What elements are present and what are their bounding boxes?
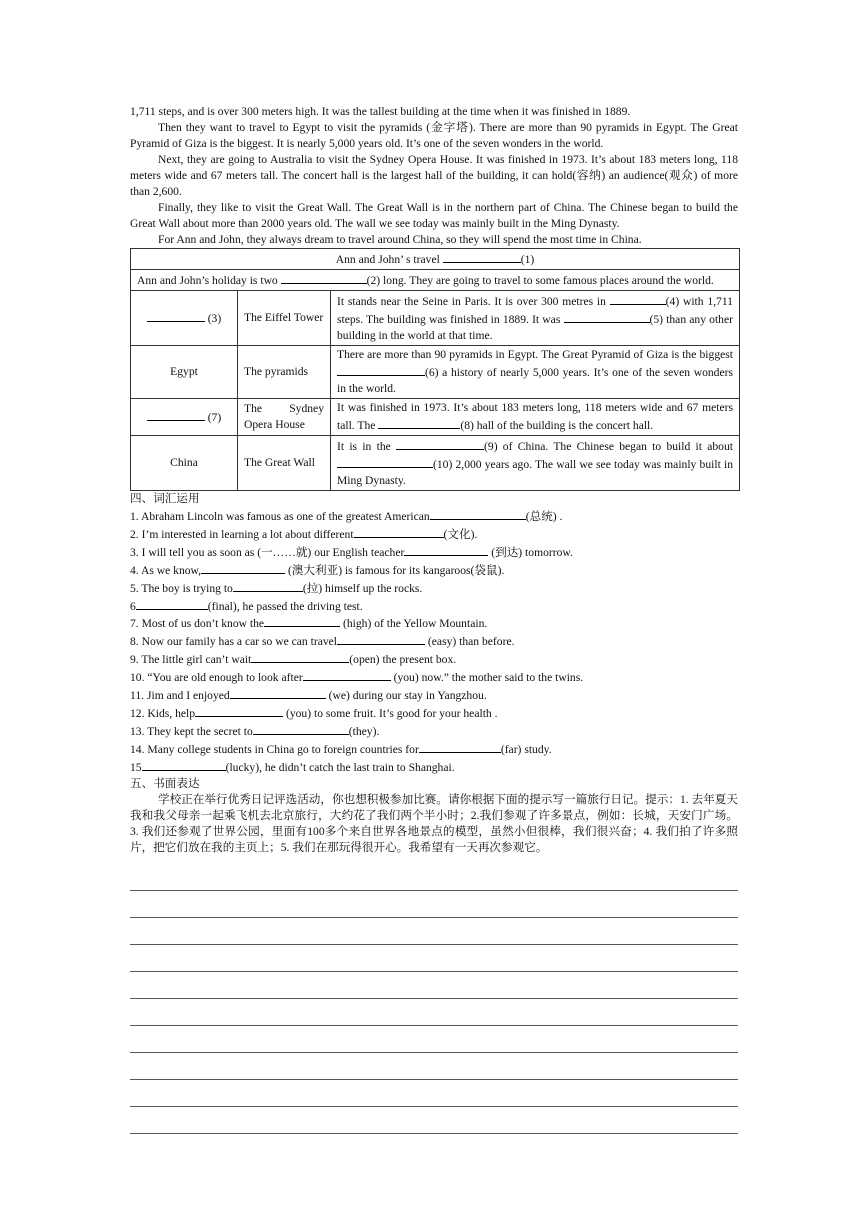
question-text: 9. The little girl can’t wait	[130, 653, 252, 667]
answer-blank-9[interactable]	[396, 437, 484, 450]
answer-blank-4[interactable]	[610, 292, 666, 305]
question-text: 3. I will tell you as soon as (一……就) our English teacher	[130, 545, 405, 559]
table-row	[131, 291, 740, 346]
question-text: 15	[130, 760, 142, 774]
list-item	[130, 507, 738, 525]
question-text: 4. As we know,	[130, 563, 202, 577]
answer-blank[interactable]	[303, 668, 391, 681]
cell-text: (5) than any other building in the world at that time.	[337, 313, 733, 342]
question-text: 2. I’m interested in learning a lot about different	[130, 527, 354, 541]
answer-blank-3[interactable]	[147, 309, 205, 322]
answer-blank[interactable]	[136, 597, 208, 610]
cell-text: Ann and John’s holiday is two	[137, 274, 278, 287]
answer-blank-2[interactable]	[281, 271, 367, 284]
table-title-cell	[131, 249, 740, 270]
list-item	[130, 543, 738, 561]
site-cell: The Eiffel Tower	[238, 291, 331, 346]
question-text: 13. They kept the secret to	[130, 724, 253, 738]
question-text: 14. Many college students in China go to foreign countries for	[130, 742, 419, 756]
list-item	[130, 704, 738, 722]
site-cell: The pyramids	[238, 346, 331, 399]
cell-text: It was finished in 1973. It’s about 183 meters long, 118 meters wide and 67 meters tall. The	[337, 401, 733, 432]
writing-prompt: 学校正在举行优秀日记评选活动，你也想积极参加比赛。请你根据下面的提示写一篇旅行日记。提示：1. 去年夏天我和我父母亲一起乘飞机去北京旅行，大约花了我们两个半小时；2.我们参观了许多景点，例如：长城，天安门广场。3. 我们还参观了世界公园，里面有100多个来自世界各地景点的模型，虽然小但很棒，我们很兴奋；4. 我们拍了许多照片，把它们放在我的主页上；5. 我们在那玩得很开心。我希望有一天再次参观它。	[130, 792, 738, 854]
question-text: 8. Now our family has a car so we can travel	[130, 635, 338, 649]
reading-paragraph-4: Finally, they like to visit the Great Wall. The Great Wall is in the northern part of China. The Chinese began to build the Great Wall about more than 2000 years old. The wall we see today was mainly built in the Ming Dynasty.	[130, 201, 738, 230]
place-cell	[131, 291, 238, 346]
answer-blank-7[interactable]	[147, 408, 205, 421]
answer-blank[interactable]	[419, 740, 501, 753]
question-text: 1. Abraham Lincoln was famous as one of the greatest American	[130, 510, 430, 523]
blank-number: (7)	[207, 411, 222, 424]
site-cell: The Great Wall	[238, 436, 331, 491]
question-hint: (easy) than before.	[425, 635, 515, 649]
table-row	[131, 270, 740, 291]
question-hint: (总统) .	[525, 510, 563, 523]
description-cell	[331, 436, 740, 491]
question-hint: (they).	[348, 724, 380, 738]
question-hint: (you) now.” the mother said to the twins.	[390, 671, 584, 685]
question-hint: (拉) himself up the rocks.	[302, 581, 423, 595]
cell-text: (8) hall of the building is the concert hall.	[460, 419, 654, 432]
question-text: 6	[130, 599, 136, 613]
holiday-cell	[131, 270, 740, 291]
writing-line[interactable]	[130, 891, 738, 918]
writing-line[interactable]	[130, 945, 738, 972]
question-text: 10. “You are old enough to look after	[130, 671, 303, 685]
cell-text: (9) of China. The Chinese began to build it about	[484, 440, 733, 453]
travel-table	[130, 248, 740, 491]
answer-blank-1[interactable]	[443, 250, 521, 263]
table-row	[131, 399, 740, 436]
reading-paragraph-2: Then they want to travel to Egypt to visit the pyramids (金字塔). There are more than 90 pyramids in Egypt. The Great Pyramid of Giza is the biggest. It is nearly 5,000 years old. It’s one of the seven wonders in the world.	[130, 121, 738, 150]
worksheet-page	[130, 104, 738, 1134]
list-item	[130, 614, 738, 632]
answer-blank[interactable]	[201, 561, 285, 574]
question-text: 11. Jim and I enjoyed	[130, 689, 230, 703]
place-cell	[131, 399, 238, 436]
answer-blank[interactable]	[404, 543, 488, 556]
writing-line[interactable]	[130, 999, 738, 1026]
answer-blank[interactable]	[251, 650, 349, 663]
list-item	[130, 722, 738, 740]
answer-blank[interactable]	[230, 686, 326, 699]
blank-number: (3)	[207, 312, 222, 325]
question-text: 7. Most of us don’t know the	[130, 617, 265, 631]
cell-text: There are more than 90 pyramids in Egypt. The Great Pyramid of Giza is the biggest	[337, 348, 733, 361]
site-cell: The Sydney Opera House	[238, 399, 331, 436]
writing-area[interactable]	[130, 864, 738, 1134]
list-item	[130, 686, 738, 704]
reading-paragraph-3: Next, they are going to Australia to visit the Sydney Opera House. It was finished in 1973. It’s about 183 meters long, 118 meters wide and 67 meters tall. The concert hall is the largest hall of the building, it can hold(容纳) an audience(观众) of more than 2,600.	[130, 153, 738, 198]
description-cell	[331, 346, 740, 399]
question-text: 5. The boy is trying to	[130, 581, 233, 595]
writing-line[interactable]	[130, 918, 738, 945]
answer-blank-8[interactable]	[378, 416, 460, 429]
vocab-heading: 四、词汇运用	[130, 492, 200, 505]
list-item	[130, 758, 738, 776]
list-item	[130, 525, 738, 543]
blank-number: (1)	[520, 253, 535, 266]
cell-text: (6) a history of nearly 5,000 years. It’s one of the seven wonders in the world.	[337, 366, 733, 395]
writing-line[interactable]	[130, 1080, 738, 1107]
answer-blank[interactable]	[233, 579, 303, 592]
question-hint: (lucky), he didn’t catch the last train to Shanghai.	[225, 760, 455, 774]
answer-blank-6[interactable]	[337, 363, 425, 376]
question-hint: (文化).	[443, 527, 478, 541]
table-row	[131, 346, 740, 399]
question-hint: (final), he passed the driving test.	[207, 599, 363, 613]
question-hint: (we) during our stay in Yangzhou.	[325, 689, 487, 703]
answer-blank[interactable]	[337, 632, 425, 645]
answer-blank[interactable]	[195, 704, 283, 717]
writing-line[interactable]	[130, 972, 738, 999]
reading-paragraph-1: 1,711 steps, and is over 300 meters high. It was the tallest building at the time when it was finished in 1889.	[130, 105, 631, 118]
question-hint: (澳大利亚) is famous for its kangaroos(袋鼠).	[285, 563, 505, 577]
table-row	[131, 249, 740, 270]
writing-heading: 五、书面表达	[130, 776, 200, 790]
description-cell	[331, 291, 740, 346]
list-item	[130, 668, 738, 686]
cell-text: (10) 2,000 years ago. The wall we see today was mainly built in Ming Dynasty.	[337, 458, 733, 487]
answer-blank[interactable]	[354, 525, 444, 538]
vocab-list	[130, 507, 738, 776]
answer-blank[interactable]	[253, 722, 349, 735]
reading-paragraph-5: For Ann and John, they always dream to travel around China, so they will spend the most time in China.	[158, 233, 642, 246]
place-cell: China	[131, 436, 238, 491]
table-title: Ann and John’ s travel	[335, 253, 440, 266]
description-cell	[331, 399, 740, 436]
list-item	[130, 579, 738, 597]
cell-text: (4) with 1,711 steps. The building was finished in 1889. It was	[337, 295, 733, 326]
writing-line[interactable]	[130, 1026, 738, 1053]
answer-blank[interactable]	[430, 507, 526, 520]
list-item	[130, 597, 738, 615]
table-row	[131, 436, 740, 491]
cell-text: (2) long. They are going to travel to some famous places around the world.	[366, 274, 714, 287]
writing-line[interactable]	[130, 1107, 738, 1134]
answer-blank[interactable]	[142, 758, 226, 771]
place-cell: Egypt	[131, 346, 238, 399]
list-item	[130, 561, 738, 579]
list-item	[130, 632, 738, 650]
writing-line[interactable]	[130, 864, 738, 891]
answer-blank-10[interactable]	[337, 455, 433, 468]
answer-blank-5[interactable]	[564, 310, 650, 323]
question-hint: (far) study.	[500, 742, 552, 756]
question-text: 12. Kids, help	[130, 706, 196, 720]
question-hint: (open) the present box.	[349, 653, 457, 667]
question-hint: (you) to some fruit. It’s good for your health .	[283, 706, 498, 720]
cell-text: It stands near the Seine in Paris. It is over 300 metres in	[337, 295, 606, 308]
answer-blank[interactable]	[264, 614, 340, 627]
question-hint: (到达) tomorrow.	[488, 545, 573, 559]
list-item	[130, 740, 738, 758]
cell-text: It is in the	[337, 440, 391, 453]
question-hint: (high) of the Yellow Mountain.	[340, 617, 488, 631]
list-item	[130, 650, 738, 668]
writing-line[interactable]	[130, 1053, 738, 1080]
